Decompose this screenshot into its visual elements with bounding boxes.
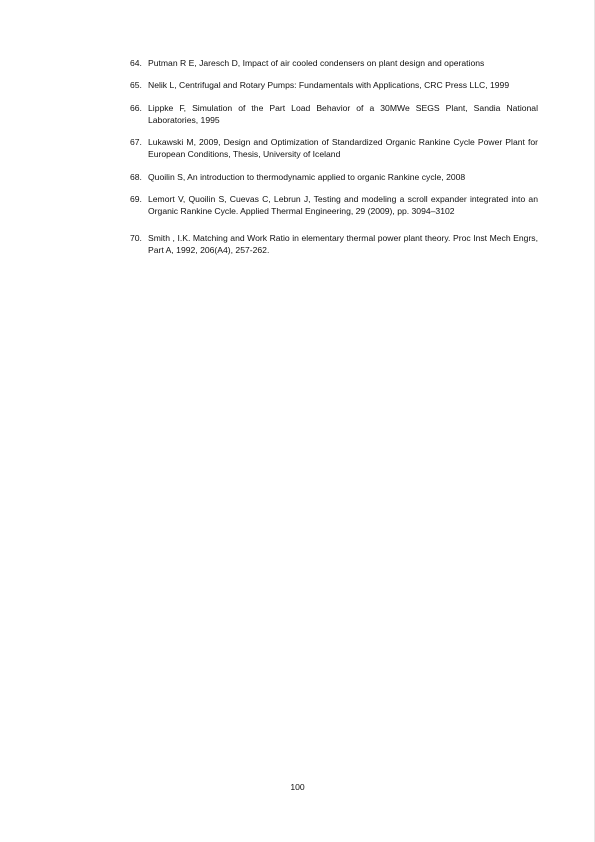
reference-number: 67. bbox=[130, 137, 142, 148]
reference-number: 64. bbox=[130, 58, 142, 68]
reference-text: Smith , I.K. Matching and Work Ratio in elementary thermal power plant theory. Proc Inst Mech Engrs, Part A, 1992, 206(A4), 257-262. bbox=[148, 232, 538, 255]
reference-number: 68. bbox=[130, 171, 142, 182]
reference-text: Lukawski M, 2009, Design and Optimization of Standardized Organic Rankine Cycle Power Plant for European Conditions, Thesis, University of Iceland bbox=[148, 137, 538, 160]
reference-item-70 bbox=[130, 232, 538, 257]
reference-item-66 bbox=[130, 102, 538, 127]
reference-item-64 bbox=[130, 57, 538, 69]
reference-number: 66. bbox=[130, 102, 142, 113]
reference-number: 70. bbox=[130, 232, 142, 243]
reference-item-65 bbox=[130, 79, 538, 91]
page-number: 100 bbox=[290, 782, 305, 792]
reference-text: Putman R E, Jaresch D, Impact of air cooled condensers on plant design and operations bbox=[148, 58, 485, 68]
reference-text: Nelik L, Centrifugal and Rotary Pumps: Fundamentals with Applications, CRC Press LLC, 1999 bbox=[148, 80, 510, 91]
reference-item-68 bbox=[130, 171, 538, 183]
reference-item-67 bbox=[130, 136, 538, 161]
reference-item-69 bbox=[130, 193, 538, 218]
reference-text: Lemort V, Quoilin S, Cuevas C, Lebrun J, Testing and modeling a scroll expander integrated into an Organic Rankine Cycle. Applied Thermal Engineering, 29 (2009), pp. 3094–3102 bbox=[148, 194, 538, 217]
reference-text: Quoilin S, An introduction to thermodynamic applied to organic Rankine cycle, 2008 bbox=[148, 171, 466, 182]
reference-list bbox=[130, 57, 538, 256]
reference-number: 69. bbox=[130, 194, 142, 205]
reference-text: Lippke F, Simulation of the Part Load Behavior of a 30MWe SEGS Plant, Sandia National Laboratories, 1995 bbox=[148, 102, 538, 125]
reference-number: 65. bbox=[130, 80, 142, 91]
